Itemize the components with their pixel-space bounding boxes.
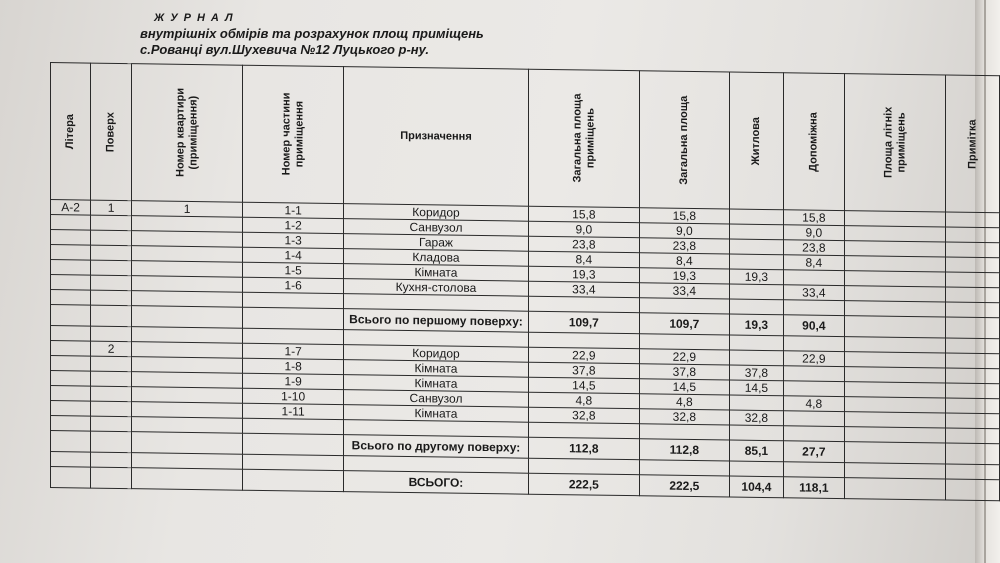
- table-cell-empty: [132, 327, 243, 344]
- table-cell-empty: [945, 338, 999, 354]
- table-cell-empty: [132, 432, 243, 455]
- table-cell-empty: [945, 227, 999, 243]
- table-cell-empty: [844, 397, 945, 413]
- table-cell: 33,4: [528, 281, 639, 298]
- table-cell-empty: [528, 422, 639, 439]
- col-header-total-area: [639, 71, 729, 209]
- table-cell-empty: [51, 290, 91, 306]
- table-cell: 23,8: [528, 236, 639, 253]
- table-cell-empty: [132, 357, 243, 374]
- table-cell-empty: [51, 305, 91, 327]
- table-cell-empty: [51, 401, 91, 417]
- table-cell-empty: [51, 386, 91, 402]
- table-cell: 37,8: [729, 365, 783, 381]
- table-cell: 19,3: [639, 268, 729, 284]
- column-header-label: Номер квартири (приміщення): [174, 88, 200, 178]
- table-cell-empty: [844, 241, 945, 257]
- col-header-living: [729, 72, 783, 210]
- table-cell-empty: [844, 316, 945, 338]
- table-cell-empty: [91, 452, 132, 468]
- table-cell: 8,4: [639, 253, 729, 269]
- measurements-table: [50, 62, 1000, 501]
- table-cell: 109,7: [639, 313, 729, 335]
- table-cell: [729, 224, 783, 240]
- table-cell-empty: [51, 416, 91, 432]
- journal-address: с.Рованці вул.Шухевича №12 Луцького р-ну.: [140, 42, 429, 57]
- col-header-apartment: [132, 64, 243, 203]
- table-cell-empty: [844, 337, 945, 353]
- table-cell: 1-8: [243, 358, 344, 374]
- document-header: [140, 12, 484, 57]
- table-cell-empty: [844, 226, 945, 242]
- column-header-label: Загальна площа приміщень: [571, 93, 596, 183]
- table-cell-empty: [51, 356, 91, 372]
- col-header-note: [945, 75, 999, 213]
- table-cell: 9,0: [783, 225, 844, 241]
- table-cell-empty: [945, 398, 999, 414]
- journal-title: ЖУРНАЛ: [154, 12, 239, 24]
- table-cell: 90,4: [783, 315, 844, 337]
- table-cell-empty: [844, 412, 945, 428]
- table-cell: Кухня-столова: [344, 279, 529, 297]
- table-cell-empty: [243, 433, 344, 455]
- table-cell-empty: [51, 245, 91, 261]
- table-cell: ВСЬОГО:: [344, 471, 529, 495]
- table-cell-empty: [844, 463, 945, 479]
- table-cell-empty: [91, 260, 132, 276]
- table-cell: Кімната: [344, 375, 529, 393]
- table-cell-empty: [51, 467, 91, 489]
- table-cell: 1-11: [243, 403, 344, 419]
- table-cell-empty: [945, 272, 999, 288]
- table-cell-empty: [844, 271, 945, 287]
- table-cell-empty: [51, 230, 91, 246]
- table-cell-empty: [945, 317, 999, 339]
- col-header-auxiliary: [783, 73, 844, 211]
- table-cell: 33,4: [783, 285, 844, 301]
- table-cell-empty: [91, 431, 132, 453]
- table-cell: [729, 284, 783, 300]
- table-cell-empty: [243, 469, 344, 491]
- table-cell-empty: [844, 478, 945, 500]
- table-cell: 222,5: [639, 475, 729, 497]
- table-cell: 32,8: [639, 409, 729, 425]
- table-cell-empty: [844, 256, 945, 272]
- col-header-litera: [51, 63, 91, 201]
- table-cell: Всього по другому поверху:: [344, 435, 529, 459]
- table-header-row: [51, 63, 1000, 213]
- table-cell-empty: [51, 341, 91, 357]
- table-cell-empty: [783, 426, 844, 442]
- table-cell-empty: [639, 460, 729, 476]
- table-cell-empty: [945, 413, 999, 429]
- table-cell-empty: [51, 326, 91, 342]
- table-cell-empty: [132, 402, 243, 419]
- table-cell: Кімната: [344, 405, 529, 423]
- table-cell: Санвузол: [344, 219, 529, 237]
- table-cell: 1-3: [243, 232, 344, 248]
- table-cell: 1: [91, 200, 132, 216]
- column-header-label: Номер частини приміщення: [280, 92, 306, 176]
- table-cell: Кладова: [344, 249, 529, 267]
- table-cell-empty: [91, 416, 132, 432]
- table-cell: 14,5: [729, 380, 783, 396]
- table-cell-empty: [132, 453, 243, 470]
- table-cell-empty: [945, 464, 999, 480]
- table-cell-empty: [91, 245, 132, 261]
- table-cell-empty: [945, 353, 999, 369]
- table-cell: Коридор: [344, 204, 529, 222]
- table-cell-empty: [844, 382, 945, 398]
- table-cell: 1-7: [243, 343, 344, 359]
- table-cell: 2: [91, 341, 132, 357]
- table-cell-empty: [783, 336, 844, 352]
- table-cell: 4,8: [639, 394, 729, 410]
- table-cell-empty: [243, 454, 344, 470]
- table-cell: [783, 411, 844, 427]
- table-cell: [729, 209, 783, 225]
- table-cell-empty: [844, 301, 945, 317]
- journal-subtitle: внутрішніх обмірів та розрахунок площ приміщень: [140, 26, 484, 41]
- table-cell: 9,0: [528, 221, 639, 238]
- table-cell: 27,7: [783, 441, 844, 463]
- table-cell: [783, 381, 844, 397]
- table-cell-empty: [91, 386, 132, 402]
- table-cell-empty: [132, 306, 243, 329]
- table-cell: 37,8: [528, 362, 639, 379]
- table-cell-empty: [91, 467, 132, 489]
- table-cell: 22,9: [783, 351, 844, 367]
- column-header-label: Поверх: [104, 111, 117, 152]
- table-cell: Кімната: [344, 264, 529, 282]
- table-cell: [729, 239, 783, 255]
- table-cell-empty: [729, 335, 783, 351]
- table-cell-empty: [639, 334, 729, 350]
- table-cell-empty: [945, 383, 999, 399]
- table-cell-empty: [844, 367, 945, 383]
- table-cell: 1-10: [243, 388, 344, 404]
- table-cell: Всього по першому поверху:: [344, 309, 529, 333]
- table-cell-empty: [945, 242, 999, 258]
- table-cell: [783, 270, 844, 286]
- table-cell-empty: [844, 442, 945, 464]
- table-cell-empty: [528, 296, 639, 313]
- column-header-label: Загальна площа: [678, 95, 691, 185]
- table-cell-empty: [729, 299, 783, 315]
- table-cell: 32,8: [729, 410, 783, 426]
- table-cell-empty: [945, 212, 999, 228]
- table-cell-empty: [51, 260, 91, 276]
- col-header-summer-area: [844, 74, 945, 212]
- table-cell-empty: [528, 332, 639, 349]
- table-cell: 109,7: [528, 311, 639, 334]
- table-cell-empty: [132, 276, 243, 293]
- table-cell: 4,8: [783, 396, 844, 412]
- table-cell-empty: [844, 352, 945, 368]
- table-cell: 37,8: [639, 364, 729, 380]
- table-cell-empty: [91, 356, 132, 372]
- table-cell: 19,3: [528, 266, 639, 283]
- table-cell: А-2: [51, 200, 91, 216]
- table-cell-empty: [51, 431, 91, 453]
- col-header-total-area-rooms: [528, 69, 639, 208]
- table-cell: 15,8: [639, 208, 729, 224]
- column-header-label: Площа літніх приміщень: [882, 106, 907, 179]
- table-cell-empty: [639, 424, 729, 440]
- table-cell: 222,5: [528, 473, 639, 496]
- table-cell-empty: [132, 417, 243, 434]
- table-cell-empty: [91, 230, 132, 246]
- table-cell-empty: [132, 387, 243, 404]
- table-cell-empty: [132, 342, 243, 359]
- table-cell: 9,0: [639, 223, 729, 239]
- table-cell: 8,4: [528, 251, 639, 268]
- table-cell: 23,8: [783, 240, 844, 256]
- table-cell: 15,8: [528, 206, 639, 223]
- table-cell-empty: [945, 302, 999, 318]
- table-cell-empty: [91, 290, 132, 306]
- table-cell: 1-5: [243, 262, 344, 278]
- table-cell-empty: [91, 215, 132, 231]
- table-cell-empty: [91, 275, 132, 291]
- table-cell: 14,5: [528, 377, 639, 394]
- table-cell: 23,8: [639, 238, 729, 254]
- table-cell: 1-1: [243, 202, 344, 218]
- table-cell-empty: [51, 452, 91, 468]
- table-cell: 22,9: [639, 349, 729, 365]
- table-cell: 4,8: [528, 392, 639, 409]
- column-header-label: Примітка: [966, 118, 979, 169]
- table-cell-empty: [945, 443, 999, 465]
- table-cell: 112,8: [639, 439, 729, 461]
- table-cell: Кімната: [344, 360, 529, 378]
- table-cell-empty: [783, 300, 844, 316]
- table-cell: [729, 395, 783, 411]
- table-cell-empty: [844, 211, 945, 227]
- table-cell-empty: [945, 368, 999, 384]
- table-cell: 118,1: [783, 477, 844, 499]
- table-cell: 1-9: [243, 373, 344, 389]
- table-cell-empty: [51, 275, 91, 291]
- table-cell-empty: [91, 401, 132, 417]
- table-cell: Коридор: [344, 345, 529, 363]
- table-cell: 8,4: [783, 255, 844, 271]
- table-cell-empty: [639, 298, 729, 314]
- table-cell-empty: [783, 462, 844, 478]
- table-cell: Санвузол: [344, 390, 529, 408]
- table-cell-empty: [91, 326, 132, 342]
- table-cell: 1: [132, 201, 243, 218]
- table-cell: 112,8: [528, 437, 639, 460]
- table-cell: 22,9: [528, 347, 639, 364]
- table-cell-empty: [51, 371, 91, 387]
- table-cell: [729, 350, 783, 366]
- table-cell: [783, 366, 844, 382]
- table-cell: 33,4: [639, 283, 729, 299]
- column-header-label: Житлова: [750, 116, 763, 166]
- table-cell-empty: [945, 257, 999, 273]
- table-cell: 1-4: [243, 247, 344, 263]
- table-cell: 104,4: [729, 476, 783, 498]
- table-cell-empty: [91, 305, 132, 327]
- table-cell: Гараж: [344, 234, 529, 252]
- table-cell-empty: [844, 286, 945, 302]
- table-cell: 1-6: [243, 277, 344, 293]
- table-cell-empty: [243, 307, 344, 329]
- column-header-label: Літера: [64, 113, 77, 149]
- table-cell: 14,5: [639, 379, 729, 395]
- table-cell-empty: [945, 428, 999, 444]
- table-cell-empty: [729, 425, 783, 441]
- table-cell: 85,1: [729, 440, 783, 462]
- table-cell: [729, 254, 783, 270]
- table-cell: 15,8: [783, 210, 844, 226]
- table-cell-empty: [132, 231, 243, 248]
- table-cell-empty: [729, 461, 783, 477]
- col-header-part: [243, 65, 344, 203]
- table-cell-empty: [844, 427, 945, 443]
- table-cell-empty: [91, 371, 132, 387]
- table-cell-empty: [132, 246, 243, 263]
- table-cell-empty: [243, 418, 344, 434]
- table-cell-empty: [945, 287, 999, 303]
- col-header-purpose: Призначення: [344, 67, 529, 207]
- column-header-label: Допоміжна: [807, 111, 820, 172]
- table-cell-empty: [132, 216, 243, 233]
- table-cell: 19,3: [729, 269, 783, 285]
- col-header-poverh: [91, 63, 132, 201]
- table-cell-empty: [945, 479, 999, 501]
- table-cell: 32,8: [528, 407, 639, 424]
- table-cell-empty: [132, 372, 243, 389]
- table-cell-empty: [243, 328, 344, 344]
- table-cell: 1-2: [243, 217, 344, 233]
- table-cell-empty: [243, 292, 344, 308]
- table-cell-empty: [132, 291, 243, 308]
- table-cell-empty: [51, 215, 91, 231]
- table-cell-empty: [528, 458, 639, 475]
- table-cell: 19,3: [729, 314, 783, 336]
- table-cell-empty: [132, 261, 243, 278]
- table-cell-empty: [132, 468, 243, 491]
